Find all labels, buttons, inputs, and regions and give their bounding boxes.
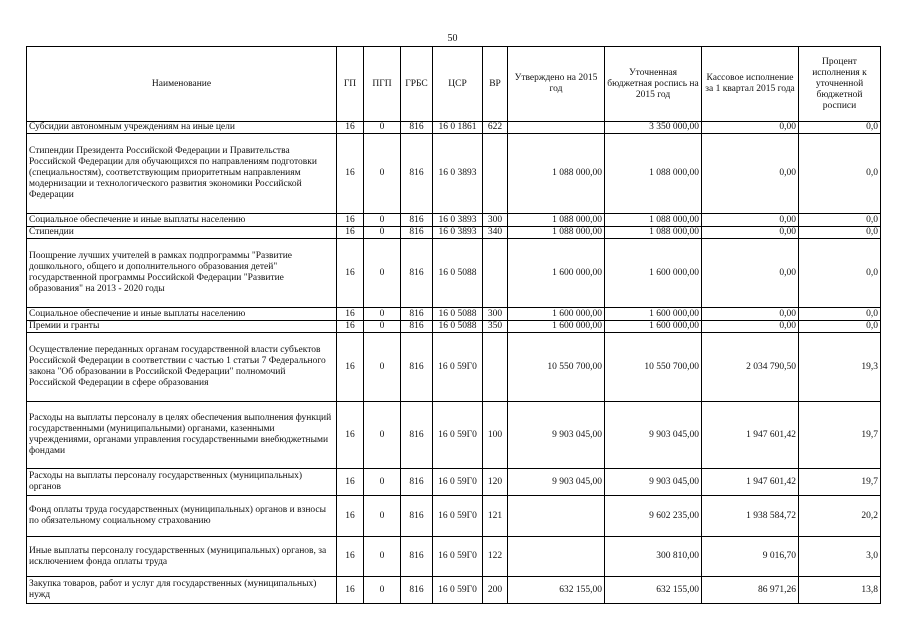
row-grbs: 816: [401, 227, 433, 239]
row-refined: 9 602 235,00: [605, 496, 702, 537]
row-refined: 1 088 000,00: [605, 227, 702, 239]
table-row: [27, 321, 881, 333]
row-refined: 3 350 000,00: [605, 122, 702, 134]
row-pgp: 0: [364, 402, 401, 469]
header-pgp: ПГП: [364, 47, 401, 122]
row-pgp: 0: [364, 227, 401, 239]
row-name: Расходы на выплаты персоналу государственных (муниципальных) органов: [27, 469, 337, 496]
table-row: [27, 227, 881, 239]
row-approved: [508, 122, 605, 134]
row-grbs: 816: [401, 134, 433, 214]
row-name: Фонд оплаты труда государственных (муниципальных) органов и взносы по обязательному социальному страхованию: [27, 496, 337, 537]
row-csr: 16 0 5088: [433, 308, 483, 321]
row-approved: 9 903 045,00: [508, 469, 605, 496]
row-cash: 1 947 601,42: [702, 469, 799, 496]
table-row: [27, 239, 881, 308]
table-row: [27, 537, 881, 577]
row-grbs: 816: [401, 537, 433, 577]
row-gp: 16: [337, 214, 364, 227]
row-cash: 2 034 790,50: [702, 333, 799, 402]
row-grbs: 816: [401, 308, 433, 321]
row-pgp: 0: [364, 122, 401, 134]
row-pgp: 0: [364, 308, 401, 321]
header-vr: ВР: [483, 47, 508, 122]
row-vr: [483, 134, 508, 214]
row-name: Социальное обеспечение и иные выплаты населению: [27, 214, 337, 227]
row-pgp: 0: [364, 333, 401, 402]
row-name: Стипендии Президента Российской Федерации и Правительства Российской Федерации для обучающихся по направлениям подготовки (специальностям), соответствующим приоритетным направлениям модернизации и технологического развития экономики Российской Федерации: [27, 134, 337, 214]
row-refined: 10 550 700,00: [605, 333, 702, 402]
row-vr: 300: [483, 214, 508, 227]
row-approved: 632 155,00: [508, 577, 605, 604]
row-vr: 200: [483, 577, 508, 604]
budget-table: [26, 46, 881, 604]
row-gp: 16: [337, 239, 364, 308]
row-percent: 19,7: [799, 402, 881, 469]
row-approved: 9 903 045,00: [508, 402, 605, 469]
row-name: Поощрение лучших учителей в рамках подпрограммы "Развитие дошкольного, общего и дополнительного образования детей" государственной программы Российской Федерации "Развитие образования" на 2013 - 2020 годы: [27, 239, 337, 308]
row-grbs: 816: [401, 496, 433, 537]
row-vr: 622: [483, 122, 508, 134]
row-percent: 0,0: [799, 227, 881, 239]
row-pgp: 0: [364, 214, 401, 227]
row-csr: 16 0 59Г0: [433, 537, 483, 577]
row-percent: 3,0: [799, 537, 881, 577]
row-csr: 16 0 59Г0: [433, 577, 483, 604]
row-pgp: 0: [364, 239, 401, 308]
row-gp: 16: [337, 577, 364, 604]
row-name: Стипендии: [27, 227, 337, 239]
row-percent: 19,7: [799, 469, 881, 496]
row-cash: 0,00: [702, 214, 799, 227]
row-refined: 9 903 045,00: [605, 469, 702, 496]
row-pgp: 0: [364, 469, 401, 496]
table-row: [27, 122, 881, 134]
row-vr: [483, 239, 508, 308]
row-refined: 300 810,00: [605, 537, 702, 577]
row-percent: 0,0: [799, 134, 881, 214]
header-cash: Кассовое исполнение за 1 квартал 2015 года: [702, 47, 799, 122]
row-cash: 9 016,70: [702, 537, 799, 577]
row-gp: 16: [337, 308, 364, 321]
row-name: Социальное обеспечение и иные выплаты населению: [27, 308, 337, 321]
row-percent: 0,0: [799, 308, 881, 321]
row-vr: 340: [483, 227, 508, 239]
row-grbs: 816: [401, 321, 433, 333]
row-cash: 1 947 601,42: [702, 402, 799, 469]
header-csr: ЦСР: [433, 47, 483, 122]
header-row: [27, 47, 881, 122]
row-gp: 16: [337, 134, 364, 214]
row-csr: 16 0 59Г0: [433, 469, 483, 496]
table-row: [27, 134, 881, 214]
row-csr: 16 0 5088: [433, 321, 483, 333]
row-grbs: 816: [401, 469, 433, 496]
row-cash: 0,00: [702, 239, 799, 308]
table-row: [27, 308, 881, 321]
header-grbs: ГРБС: [401, 47, 433, 122]
row-csr: 16 0 3893: [433, 134, 483, 214]
row-approved: 10 550 700,00: [508, 333, 605, 402]
row-gp: 16: [337, 469, 364, 496]
row-percent: 20,2: [799, 496, 881, 537]
row-gp: 16: [337, 321, 364, 333]
row-refined: 1 600 000,00: [605, 321, 702, 333]
row-pgp: 0: [364, 537, 401, 577]
row-refined: 1 088 000,00: [605, 214, 702, 227]
header-gp: ГП: [337, 47, 364, 122]
row-pgp: 0: [364, 134, 401, 214]
row-csr: 16 0 3893: [433, 214, 483, 227]
row-vr: [483, 333, 508, 402]
row-vr: 100: [483, 402, 508, 469]
row-percent: 0,0: [799, 239, 881, 308]
header-refined: Уточненная бюджетная роспись на 2015 год: [605, 47, 702, 122]
table-row: [27, 333, 881, 402]
row-approved: 1 600 000,00: [508, 321, 605, 333]
row-grbs: 816: [401, 122, 433, 134]
row-approved: 1 600 000,00: [508, 239, 605, 308]
row-cash: 0,00: [702, 122, 799, 134]
row-percent: 0,0: [799, 122, 881, 134]
row-name: Осуществление переданных органам государственной власти субъектов Российской Федерации в соответствии с частью 1 статьи 7 Федерального закона "Об образовании в Российской Федерации" полномочий Российской Федерации в сфере образования: [27, 333, 337, 402]
row-cash: 0,00: [702, 308, 799, 321]
row-vr: 121: [483, 496, 508, 537]
table-row: [27, 469, 881, 496]
row-cash: 0,00: [702, 227, 799, 239]
header-approved: Утверждено на 2015 год: [508, 47, 605, 122]
row-grbs: 816: [401, 333, 433, 402]
header-percent: Процент исполнения к уточненной бюджетной росписи: [799, 47, 881, 122]
row-gp: 16: [337, 227, 364, 239]
row-gp: 16: [337, 496, 364, 537]
row-vr: 350: [483, 321, 508, 333]
table-row: [27, 496, 881, 537]
row-csr: 16 0 1861: [433, 122, 483, 134]
row-grbs: 816: [401, 214, 433, 227]
row-name: Закупка товаров, работ и услуг для государственных (муниципальных) нужд: [27, 577, 337, 604]
row-csr: 16 0 5088: [433, 239, 483, 308]
page-number: 50: [447, 33, 458, 44]
row-cash: 86 971,26: [702, 577, 799, 604]
row-approved: 1 088 000,00: [508, 214, 605, 227]
row-refined: 632 155,00: [605, 577, 702, 604]
row-name: Премии и гранты: [27, 321, 337, 333]
row-percent: 13,8: [799, 577, 881, 604]
row-percent: 0,0: [799, 214, 881, 227]
row-vr: 300: [483, 308, 508, 321]
table-row: [27, 214, 881, 227]
row-cash: 0,00: [702, 321, 799, 333]
row-gp: 16: [337, 333, 364, 402]
row-pgp: 0: [364, 496, 401, 537]
header-name: Наименование: [27, 47, 337, 122]
row-pgp: 0: [364, 321, 401, 333]
row-percent: 0,0: [799, 321, 881, 333]
row-cash: 1 938 584,72: [702, 496, 799, 537]
row-name: Иные выплаты персоналу государственных (муниципальных) органов, за исключением фонда оплаты труда: [27, 537, 337, 577]
row-approved: [508, 496, 605, 537]
row-refined: 1 600 000,00: [605, 239, 702, 308]
row-name: Субсидии автономным учреждениям на иные цели: [27, 122, 337, 134]
row-grbs: 816: [401, 402, 433, 469]
row-approved: [508, 537, 605, 577]
row-vr: 122: [483, 537, 508, 577]
row-gp: 16: [337, 402, 364, 469]
row-approved: 1 088 000,00: [508, 134, 605, 214]
table-row: [27, 402, 881, 469]
row-refined: 1 088 000,00: [605, 134, 702, 214]
row-vr: 120: [483, 469, 508, 496]
table-row: [27, 577, 881, 604]
row-csr: 16 0 3893: [433, 227, 483, 239]
row-gp: 16: [337, 122, 364, 134]
row-approved: 1 088 000,00: [508, 227, 605, 239]
row-name: Расходы на выплаты персоналу в целях обеспечения выполнения функций государственными (муниципальными) органами, казенными учреждениями, органами управления государственными внебюджетными фондами: [27, 402, 337, 469]
row-cash: 0,00: [702, 134, 799, 214]
row-pgp: 0: [364, 577, 401, 604]
row-refined: 1 600 000,00: [605, 308, 702, 321]
row-csr: 16 0 59Г0: [433, 333, 483, 402]
row-grbs: 816: [401, 239, 433, 308]
row-grbs: 816: [401, 577, 433, 604]
row-approved: 1 600 000,00: [508, 308, 605, 321]
row-percent: 19,3: [799, 333, 881, 402]
row-refined: 9 903 045,00: [605, 402, 702, 469]
row-csr: 16 0 59Г0: [433, 496, 483, 537]
row-csr: 16 0 59Г0: [433, 402, 483, 469]
row-gp: 16: [337, 537, 364, 577]
